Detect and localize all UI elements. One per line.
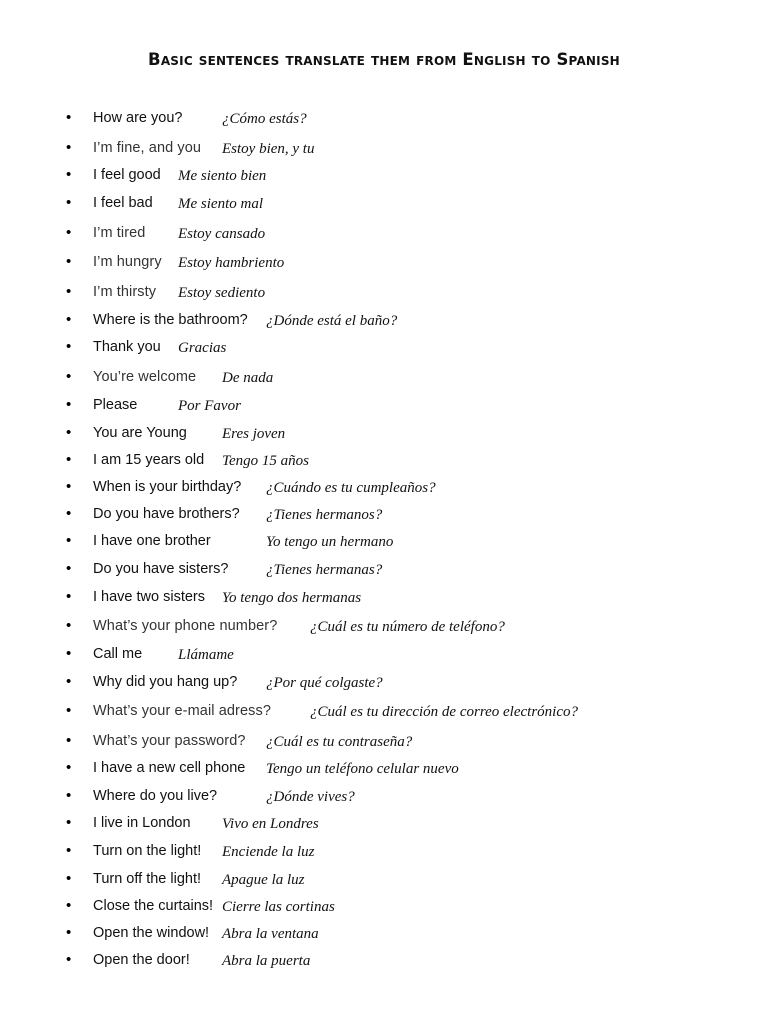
list-item	[0, 923, 768, 947]
bullet-icon: •	[66, 924, 72, 941]
spanish-translation: ¿Dónde vives?	[266, 789, 355, 805]
spanish-translation: Estoy sediento	[178, 285, 266, 301]
bullet-icon: •	[66, 759, 72, 776]
list-item	[0, 841, 768, 865]
list-item	[0, 616, 768, 640]
english-sentence: Turn off the light!	[93, 871, 202, 887]
bullet-icon: •	[66, 424, 72, 441]
list-item	[0, 395, 768, 419]
spanish-translation: ¿Cuál es tu contraseña?	[266, 734, 413, 750]
list-item	[0, 786, 768, 810]
list-item	[0, 896, 768, 920]
list-item	[0, 450, 768, 474]
english-sentence: I am 15 years old	[93, 452, 205, 468]
bullet-icon: •	[66, 194, 72, 211]
english-sentence: What’s your password?	[93, 733, 246, 749]
spanish-translation: Abra la ventana	[222, 926, 319, 942]
english-sentence: I have two sisters	[93, 589, 206, 605]
list-item	[0, 758, 768, 782]
list-item	[0, 165, 768, 189]
spanish-translation: Yo tengo dos hermanas	[222, 590, 362, 606]
english-sentence: Thank you	[93, 339, 161, 355]
bullet-icon: •	[66, 732, 72, 749]
bullet-icon: •	[66, 311, 72, 328]
bullet-icon: •	[66, 505, 72, 522]
bullet-icon: •	[66, 870, 72, 887]
spanish-translation: ¿Tienes hermanos?	[266, 507, 383, 523]
list-item	[0, 672, 768, 696]
list-item	[0, 108, 768, 132]
english-sentence: Do you have brothers?	[93, 506, 240, 522]
english-sentence: Where is the bathroom?	[93, 312, 248, 328]
list-item	[0, 252, 768, 276]
english-sentence: Where do you live?	[93, 788, 218, 804]
bullet-icon: •	[66, 951, 72, 968]
english-sentence: Turn on the light!	[93, 843, 202, 859]
bullet-icon: •	[66, 842, 72, 859]
english-sentence: What’s your phone number?	[93, 618, 278, 634]
spanish-translation: Estoy hambriento	[178, 255, 285, 271]
spanish-translation: Apague la luz	[222, 872, 305, 888]
bullet-icon: •	[66, 253, 72, 270]
english-sentence: Open the window!	[93, 925, 210, 941]
list-item	[0, 559, 768, 583]
list-item	[0, 367, 768, 391]
spanish-translation: Llámame	[178, 647, 234, 663]
list-item	[0, 731, 768, 755]
list-item	[0, 531, 768, 555]
list-item	[0, 504, 768, 528]
english-sentence: I live in London	[93, 815, 191, 831]
english-sentence: I have a new cell phone	[93, 760, 246, 776]
bullet-icon: •	[66, 673, 72, 690]
spanish-translation: Tengo un teléfono celular nuevo	[266, 761, 459, 777]
english-sentence: Please	[93, 397, 138, 413]
english-sentence: Call me	[93, 646, 143, 662]
spanish-translation: De nada	[222, 370, 274, 386]
spanish-translation: Estoy cansado	[178, 226, 266, 242]
list-item	[0, 869, 768, 893]
list-item	[0, 138, 768, 162]
spanish-translation: ¿Por qué colgaste?	[266, 675, 383, 691]
page-title: Basic sentences translate them from English to Spanish	[148, 50, 620, 69]
bullet-icon: •	[66, 109, 72, 126]
english-sentence: Why did you hang up?	[93, 674, 238, 690]
spanish-translation: ¿Cuál es tu número de teléfono?	[310, 619, 505, 635]
spanish-translation: Me siento mal	[178, 196, 263, 212]
english-sentence: Open the door!	[93, 952, 190, 968]
english-sentence: Do you have sisters?	[93, 561, 229, 577]
bullet-icon: •	[66, 645, 72, 662]
spanish-translation: Enciende la luz	[222, 844, 315, 860]
english-sentence: Close the curtains!	[93, 898, 214, 914]
english-sentence: How are you?	[93, 110, 183, 126]
spanish-translation: ¿Dónde está el baño?	[266, 313, 398, 329]
spanish-translation: Vivo en Londres	[222, 816, 319, 832]
bullet-icon: •	[66, 617, 72, 634]
spanish-translation: Gracias	[178, 340, 227, 356]
spanish-translation: Abra la puerta	[222, 953, 311, 969]
english-sentence: I have one brother	[93, 533, 211, 549]
list-item	[0, 337, 768, 361]
spanish-translation: ¿Cuándo es tu cumpleaños?	[266, 480, 436, 496]
bullet-icon: •	[66, 368, 72, 385]
list-item	[0, 282, 768, 306]
english-sentence: I feel good	[93, 167, 161, 183]
bullet-icon: •	[66, 478, 72, 495]
list-item	[0, 223, 768, 247]
spanish-translation: Me siento bien	[178, 168, 267, 184]
bullet-icon: •	[66, 897, 72, 914]
bullet-icon: •	[66, 588, 72, 605]
english-sentence: I’m thirsty	[93, 284, 157, 300]
list-item	[0, 193, 768, 217]
spanish-translation: Cierre las cortinas	[222, 899, 335, 915]
spanish-translation: Eres joven	[222, 426, 286, 442]
bullet-icon: •	[66, 283, 72, 300]
english-sentence: I’m hungry	[93, 254, 162, 270]
bullet-icon: •	[66, 166, 72, 183]
spanish-translation: Yo tengo un hermano	[266, 534, 394, 550]
english-sentence: You’re welcome	[93, 369, 197, 385]
list-item	[0, 813, 768, 837]
english-sentence: When is your birthday?	[93, 479, 242, 495]
spanish-translation: Tengo 15 años	[222, 453, 309, 469]
spanish-translation: ¿Cómo estás?	[222, 111, 307, 127]
bullet-icon: •	[66, 560, 72, 577]
english-sentence: You are Young	[93, 425, 187, 441]
bullet-icon: •	[66, 814, 72, 831]
list-item	[0, 950, 768, 974]
list-item	[0, 423, 768, 447]
spanish-translation: Por Favor	[178, 398, 241, 414]
bullet-icon: •	[66, 787, 72, 804]
spanish-translation: ¿Tienes hermanas?	[266, 562, 383, 578]
english-sentence: I feel bad	[93, 195, 153, 211]
bullet-icon: •	[66, 532, 72, 549]
bullet-icon: •	[66, 451, 72, 468]
bullet-icon: •	[66, 396, 72, 413]
spanish-translation: Estoy bien, y tu	[222, 141, 315, 157]
list-item	[0, 310, 768, 334]
list-item	[0, 477, 768, 501]
list-item	[0, 701, 768, 725]
spanish-translation: ¿Cuál es tu dirección de correo electrónico?	[310, 704, 578, 720]
bullet-icon: •	[66, 702, 72, 719]
english-sentence: What’s your e-mail adress?	[93, 703, 272, 719]
english-sentence: I’m tired	[93, 225, 146, 241]
list-item	[0, 644, 768, 668]
english-sentence: I’m fine, and you	[93, 140, 202, 156]
list-item	[0, 587, 768, 611]
bullet-icon: •	[66, 139, 72, 156]
bullet-icon: •	[66, 224, 72, 241]
bullet-icon: •	[66, 338, 72, 355]
